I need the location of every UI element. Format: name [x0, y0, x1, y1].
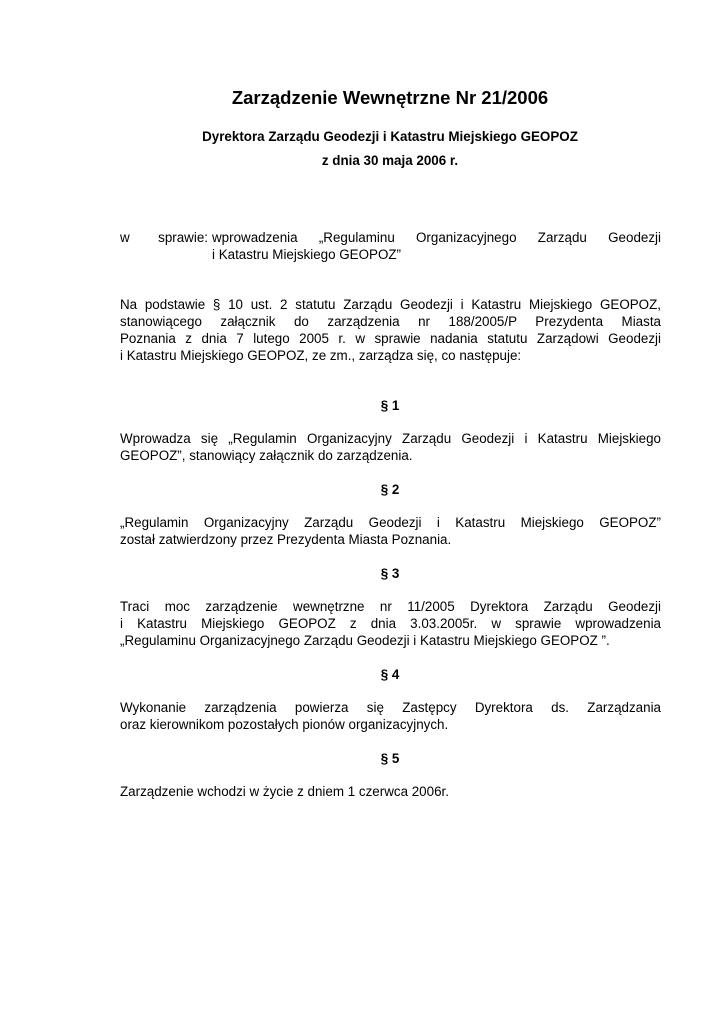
section-line: Zarządzenie wchodzi w życie z dniem 1 czerwca 2006r. [120, 784, 449, 799]
section-line: Wprowadza się „Regulamin Organizacyjny Zarządu Geodezji i Katastru Miejskiego [120, 431, 661, 446]
preamble-line: Poznania z dnia 7 lutego 2005 r. w sprawie nadania statutu Zarządowi Geodezji [120, 331, 661, 346]
section-line: został zatwierdzony przez Prezydenta Miasta Poznania. [120, 532, 452, 547]
section-text-3 [120, 598, 661, 649]
section-text-2 [120, 514, 661, 548]
section-line: Traci moc zarządzenie wewnętrzne nr 11/2005 Dyrektora Zarządu Geodezji [120, 599, 661, 614]
concerning-line2: i Katastru Miejskiego GEOPOZ” [212, 247, 402, 262]
document-title: Zarządzenie Wewnętrzne Nr 21/2006 [231, 87, 549, 108]
section-line: GEOPOZ”, stanowiący załącznik do zarządzenia. [120, 448, 413, 463]
section-mark-2: § 2 [380, 482, 400, 497]
concerning-label-word2: sprawie: [158, 230, 208, 245]
document-date: z dnia 30 maja 2006 r. [321, 153, 459, 168]
section-mark-3: § 3 [380, 566, 400, 581]
section-mark-1: § 1 [380, 398, 400, 413]
section-mark-4: § 4 [380, 667, 400, 682]
section-text-5 [120, 783, 661, 800]
section-line: Wykonanie zarządzenia powierza się Zastępcy Dyrektora ds. Zarządzania [120, 700, 661, 715]
section-line: „Regulamin Organizacyjny Zarządu Geodezji i Katastru Miejskiego GEOPOZ” [120, 515, 661, 530]
preamble-line: stanowiącego załącznik do zarządzenia nr 188/2005/P Prezydenta Miasta [120, 314, 661, 329]
section-line: oraz kierownikom pozostałych pionów organizacyjnych. [120, 717, 449, 732]
section-line: „Regulaminu Organizacyjnego Zarządu Geodezji i Katastru Miejskiego GEOPOZ ”. [120, 633, 610, 648]
preamble-line: Na podstawie § 10 ust. 2 statutu Zarządu Geodezji i Katastru Miejskiego GEOPOZ, [120, 297, 661, 312]
preamble-line: i Katastru Miejskiego GEOPOZ, ze zm., zarządza się, co następuje: [120, 348, 522, 363]
concerning-block [120, 229, 661, 263]
concerning-line1: wprowadzenia „Regulaminu Organizacyjnego Zarządu Geodezji [212, 230, 661, 245]
section-mark-5: § 5 [380, 751, 400, 766]
concerning-label [120, 229, 208, 246]
document-issuer: Dyrektora Zarządu Geodezji i Katastru Miejskiego GEOPOZ [202, 129, 578, 144]
section-text-1 [120, 430, 661, 464]
concerning-label-word1: w [120, 230, 130, 245]
section-line: i Katastru Miejskiego GEOPOZ z dnia 3.03.2005r. w sprawie wprowadzenia [120, 616, 661, 631]
preamble [120, 296, 661, 364]
section-text-4 [120, 699, 661, 733]
